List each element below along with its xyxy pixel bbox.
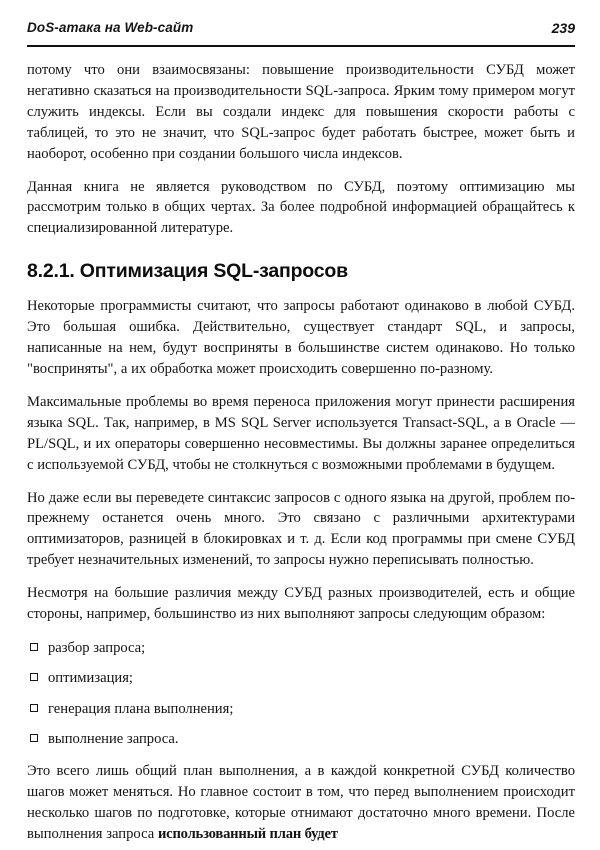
square-bullet-icon <box>30 704 38 712</box>
running-head <box>27 20 575 44</box>
paragraph-syntax-translation: Но даже если вы переведете синтаксис запросов с одного языка на другой, проблем по-прежнему останется очень много. Это связано с различными архитектурами оптимизаторов, разницей в блокировках и т. д. Если код программы при смене СУБД требует незначительных изменений, то запросы нужно переписывать полностью. <box>27 489 575 569</box>
paragraph-continued-from-previous-page: потому что они взаимосвязаны: повышение производительности СУБД может негативно сказаться на производительности SQL-запроса. Ярким тому примером могут служить индексы. Если вы создали индекс для повышения скорости работы с таблицей, то это не значит, что SQL-запрос будет работать быстрее, может быть и наоборот, особенно при создании большого числа индексов. <box>27 62 575 162</box>
paragraph-common-execution-intro: Несмотря на большие различия между СУБД разных производителей, есть и общие стороны, например, большинство из них выполняют запросы следующим образом: <box>27 585 575 623</box>
execution-steps-list <box>27 638 575 750</box>
text-column <box>27 60 575 845</box>
list-item <box>27 638 575 658</box>
paragraph-execution-plan-cutoff-text: использованный план будет <box>157 826 338 843</box>
paragraph-execution-plan <box>27 761 575 845</box>
running-head-title: DoS-атака на Web-сайт <box>27 20 194 35</box>
list-item-label: оптимизация; <box>48 670 133 687</box>
list-item <box>27 729 575 749</box>
square-bullet-icon <box>30 673 38 681</box>
list-item-label: генерация плана выполнения; <box>48 700 234 717</box>
paragraph-sql-standard: Некоторые программисты считают, что запросы работают одинаково в любой СУБД. Это большая ошибка. Действительно, существует стандарт SQL, и запросы, написанные на нем, будут восприняты в большинстве систем одинаково. Но только "восприняты", а их обработка может происходить совершенно по-разному. <box>27 298 575 377</box>
list-item-label: разбор запроса; <box>48 639 146 656</box>
paragraph-scope-note: Данная книга не является руководством по СУБД, поэтому оптимизацию мы рассмотрим только в общих чертах. За более подробной информацией обращайтесь к специализированной литературе. <box>27 178 575 237</box>
paragraph-sql-extensions: Максимальные проблемы во время переноса приложения могут принести расширения языка SQL. Так, например, в MS SQL Server используется Transact-SQL, а в Oracle — PL/SQL, и их операторы совершенно несовместимы. Вы должны заранее определиться с используемой СУБД, чтобы не столкнуться с возможными проблемами в будущем. <box>27 393 575 473</box>
list-item <box>27 699 575 719</box>
square-bullet-icon <box>30 643 38 651</box>
page-number: 239 <box>551 20 575 36</box>
square-bullet-icon <box>30 734 38 742</box>
header-rule-divider <box>27 45 575 47</box>
paragraph-execution-plan-text: Это всего лишь общий план выполнения, а в каждой конкретной СУБД количество шагов может меняться. Но главное состоит в том, что перед выполнением происходит несколько шагов по подготовке, которые отнимают достаточно много времени. После выполнения запроса <box>27 763 575 843</box>
list-item <box>27 668 575 688</box>
list-item-label: выполнение запроса. <box>48 731 179 748</box>
section-heading: 8.2.1. Оптимизация SQL-запросов <box>27 260 348 283</box>
